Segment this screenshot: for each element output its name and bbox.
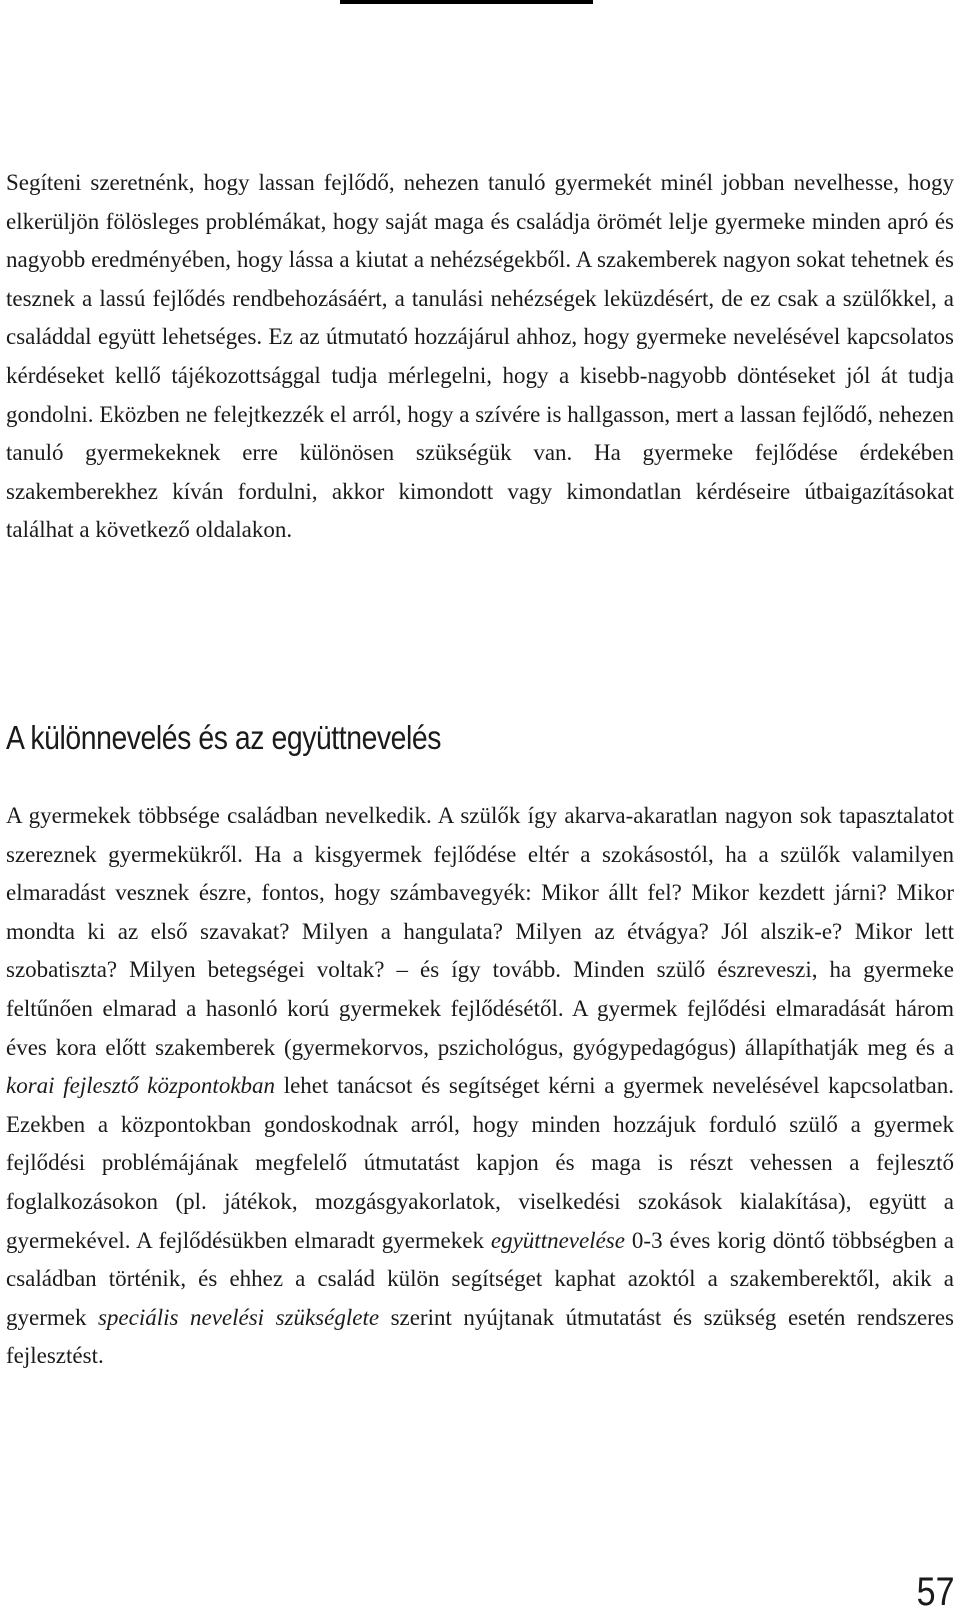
italic-term-egyuttnevelese: együttnevelése xyxy=(490,1227,625,1253)
body-text-1: A gyermekek többsége családban nevelkedik. A szülők így akarva-akaratlan nagyon sok tapasztalatot szereznek gyermekükről. Ha a kisgyermek fejlődése eltér a szokásostól, ha a szülők valamilyen elmaradást vesznek észre, fontos, hogy számbavegyék: Mikor állt fel? Mikor kezdett járni? Mikor mondta ki az első szavakat? Milyen a hangulata? Milyen az étvágya? Jól alszik-e? Mikor lett szobatiszta? Milyen betegségei voltak? – és így tovább. Minden szülő észreveszi, ha gyermeke feltűnően elmarad a hasonló korú gyermekek fejlődésétől. A gyermek fejlődési elmaradását három éves kora előtt szakemberek (gyermekorvos, pszichológus, gyógypedagógus) állapíthatják meg és a xyxy=(6,803,954,1060)
body-text-3: 0-3 éves korig döntő többségben a családban történik, és ehhez a család külön segítséget kaphat azoktól a szakemberektől, akik a gyermek xyxy=(6,1227,954,1330)
section-heading: A különnevelés és az együttnevelés xyxy=(6,719,442,756)
header-rule xyxy=(340,0,593,4)
italic-term-specialis-neveles: speciális nevelési szükséglete xyxy=(97,1304,380,1330)
intro-paragraph: Segíteni szeretnénk, hogy lassan fejlődő, nehezen tanuló gyermekét minél jobban nevelhesse, hogy elkerüljön fölösleges problémákat, hogy saját maga és családja örömét lelje gyermeke minden apró és nagyobb eredményében, hogy lássa a kiutat a nehézségekből. A szakemberek nagyon sokat tehetnek és tesznek a lassú fejlődés rendbehozásáért, a tanulási nehézségek leküzdésért, de ez csak a szülőkkel, a családdal együtt lehetséges. Ez az útmutató hozzájárul ahhoz, hogy gyermeke nevelésével kapcsolatos kérdéseket kellő tájékozottsággal tudja mérlegelni, hogy a kisebb-nagyobb döntéseket jól át tudja gondolni. Eközben ne felejtkezzék el arról, hogy a szívére is hallgasson, mert a lassan fejlődő, nehezen tanuló gyermekeknek erre különösen szükségük van. Ha gyermeke fejlődése érdekében szakemberekhez kíván fordulni, akkor kimondott vagy kimondatlan kérdéseire útbaigazításokat találhat a következő oldalakon. xyxy=(6,170,954,543)
body-text-2: lehet tanácsot és segítséget kérni a gyermek nevelésével kapcsolatban. Ezekben a központokban gondoskodnak arról, hogy minden hozzájuk forduló szülő a gyermek fejlődési problémájának megfelelő útmutatást kapjon és maga is részt vehessen a fejlesztő foglalkozásokon (pl. játékok, mozgásgyakorlatok, viselkedési szokások kialakítása), együtt a gyermekével. A fejlődésükben elmaradt gyermekek xyxy=(6,1073,954,1253)
italic-term-korai-fejleszto: korai fejlesztő központokban xyxy=(6,1073,276,1099)
body-text-4: szerint nyújtanak útmutatást és szükség esetén rendszeres fejlesztést. xyxy=(6,1304,954,1369)
page-number: 57 xyxy=(916,1570,954,1614)
body-paragraph xyxy=(6,797,954,1376)
